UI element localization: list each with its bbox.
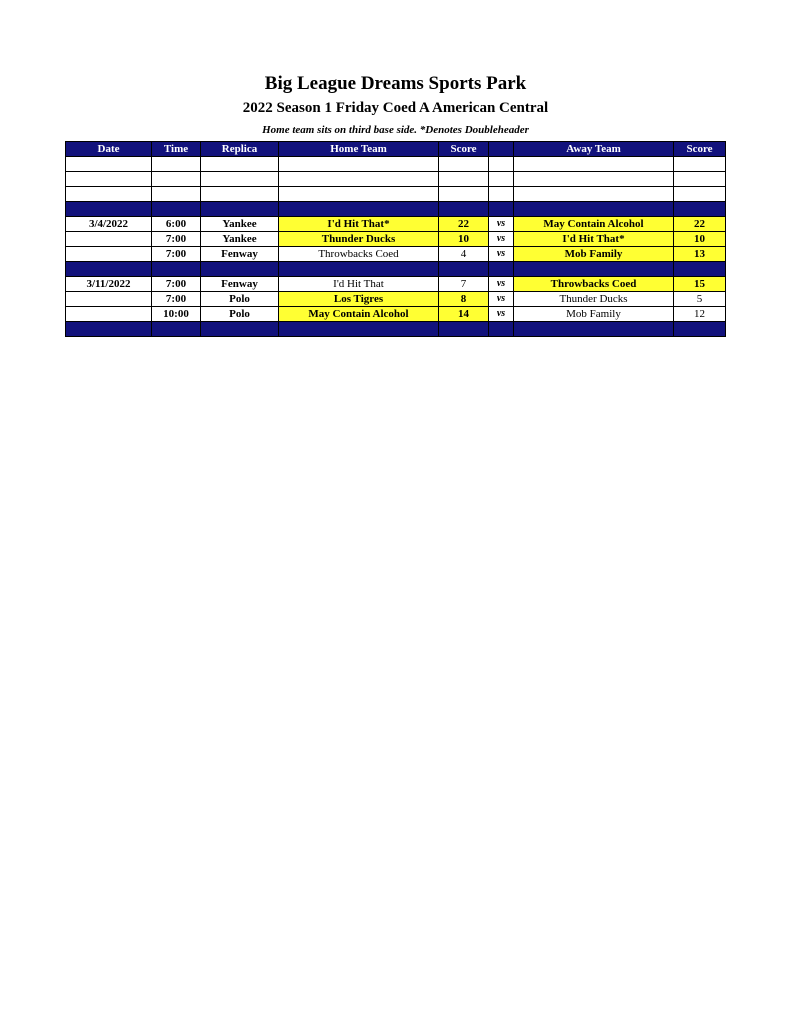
empty-row <box>66 157 726 172</box>
col-header-home-score: Score <box>439 142 489 157</box>
game-field: Yankee <box>201 232 279 247</box>
vs-label: vs <box>489 307 514 322</box>
home-score: 8 <box>439 292 489 307</box>
game-time: 7:00 <box>152 277 201 292</box>
home-team: Los Tigres <box>279 292 439 307</box>
home-score: 10 <box>439 232 489 247</box>
game-row <box>66 277 726 292</box>
home-score: 14 <box>439 307 489 322</box>
col-header-time: Time <box>152 142 201 157</box>
game-time: 7:00 <box>152 232 201 247</box>
home-score: 7 <box>439 277 489 292</box>
home-score: 4 <box>439 247 489 262</box>
schedule-note: Home team sits on third base side. *Denotes Doubleheader <box>262 124 529 136</box>
game-row <box>66 247 726 262</box>
away-score: 15 <box>674 277 726 292</box>
away-team: Mob Family <box>514 307 674 322</box>
col-header-date: Date <box>66 142 152 157</box>
game-field: Fenway <box>201 277 279 292</box>
col-header-replica: Replica <box>201 142 279 157</box>
game-time: 10:00 <box>152 307 201 322</box>
empty-row <box>66 172 726 187</box>
game-date <box>66 307 152 322</box>
away-score: 13 <box>674 247 726 262</box>
game-row <box>66 232 726 247</box>
game-row <box>66 217 726 232</box>
away-team: I'd Hit That* <box>514 232 674 247</box>
away-score: 10 <box>674 232 726 247</box>
vs-label: vs <box>489 277 514 292</box>
col-header-vs <box>489 142 514 157</box>
schedule-table <box>65 141 726 337</box>
away-team: Thunder Ducks <box>514 292 674 307</box>
home-team: Throwbacks Coed <box>279 247 439 262</box>
home-team: Thunder Ducks <box>279 232 439 247</box>
game-date <box>66 247 152 262</box>
game-date: 3/11/2022 <box>66 277 152 292</box>
away-team: Mob Family <box>514 247 674 262</box>
home-team: I'd Hit That* <box>279 217 439 232</box>
game-row <box>66 307 726 322</box>
vs-label: vs <box>489 232 514 247</box>
away-score: 12 <box>674 307 726 322</box>
vs-label: vs <box>489 217 514 232</box>
game-field: Polo <box>201 292 279 307</box>
empty-row <box>66 187 726 202</box>
away-score: 22 <box>674 217 726 232</box>
game-date <box>66 232 152 247</box>
page-title: Big League Dreams Sports Park <box>264 73 527 94</box>
vs-label: vs <box>489 247 514 262</box>
game-field: Polo <box>201 307 279 322</box>
league-subtitle: 2022 Season 1 Friday Coed A American Central <box>242 100 549 116</box>
week-separator <box>66 262 726 277</box>
game-row <box>66 292 726 307</box>
game-date: 3/4/2022 <box>66 217 152 232</box>
week-separator <box>66 202 726 217</box>
game-field: Fenway <box>201 247 279 262</box>
away-score: 5 <box>674 292 726 307</box>
game-time: 7:00 <box>152 247 201 262</box>
vs-label: vs <box>489 292 514 307</box>
game-time: 6:00 <box>152 217 201 232</box>
header-row <box>66 142 726 157</box>
home-score: 22 <box>439 217 489 232</box>
home-team: I'd Hit That <box>279 277 439 292</box>
away-team: Throwbacks Coed <box>514 277 674 292</box>
col-header-home-team: Home Team <box>279 142 439 157</box>
game-date <box>66 292 152 307</box>
game-field: Yankee <box>201 217 279 232</box>
away-team: May Contain Alcohol <box>514 217 674 232</box>
week-separator <box>66 322 726 337</box>
game-time: 7:00 <box>152 292 201 307</box>
home-team: May Contain Alcohol <box>279 307 439 322</box>
col-header-away-team: Away Team <box>514 142 674 157</box>
col-header-away-score: Score <box>674 142 726 157</box>
